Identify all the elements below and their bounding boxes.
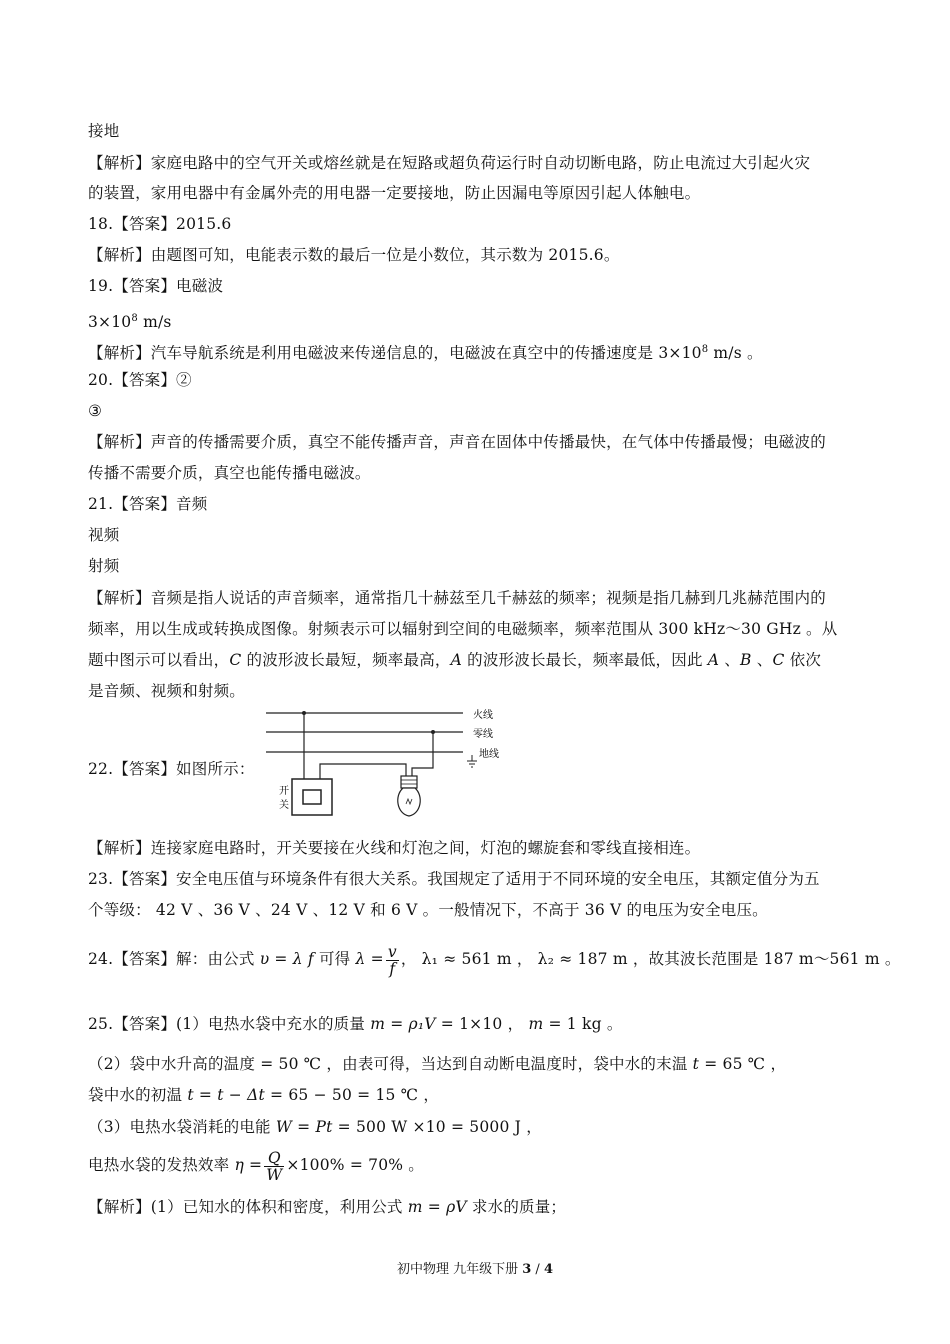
text-line <box>88 340 763 363</box>
var: A <box>450 651 463 669</box>
text-line <box>88 432 826 452</box>
text-line <box>88 309 172 332</box>
var: C <box>229 651 242 669</box>
line-text: m/s <box>137 313 172 332</box>
lamp-wire <box>320 764 406 779</box>
line-text: 20.【答案】② <box>88 371 192 389</box>
answer-20 <box>88 370 192 390</box>
line-text: 传播不需要介质，真空也能传播电磁波。 <box>88 464 371 482</box>
line-text: = 65 ℃ ， <box>699 1055 787 1073</box>
line-text: 求水的质量； <box>466 1198 567 1216</box>
text-line <box>88 463 371 483</box>
formula: υ = λ f <box>259 950 314 968</box>
live-label: 火线 <box>473 710 493 721</box>
line-text: 18.【答案】2015.6 <box>88 215 232 233</box>
text-line <box>88 1085 439 1105</box>
line-text: 的装置，家用电器中有金属外壳的用电器一定要接地，防止因漏电等原因引起人体触电。 <box>88 184 701 202</box>
line-text: 、 <box>751 651 773 669</box>
line-text: 22.【答案】如图所示： <box>88 760 255 778</box>
line-text: 的波形波长最长，频率最低，因此 <box>462 651 708 669</box>
line-text: 频率，用以生成或转换成图像。射频表示可以辐射到空间的电磁频率，频率范围从 300 kHz～30 GHz 。从 <box>88 620 838 638</box>
var: C <box>772 651 785 669</box>
answer-23 <box>88 869 820 889</box>
line-text: = 65 − 50 = 15 ℃ ， <box>264 1086 440 1104</box>
text-line <box>88 1197 566 1217</box>
line-text: 、 <box>719 651 741 669</box>
line-text: 【解析】由题图可知，电能表示数的最后一位是小数位，其示数为 2015.6。 <box>88 246 620 264</box>
line-text: 题中图示可以看出， <box>88 651 230 669</box>
line-text: ， λ₁ ≈ 561 m ， λ₂ ≈ 187 m ，故其波长范围是 187 m～561 m 。 <box>400 950 901 968</box>
text-line <box>88 838 700 858</box>
denominator: f <box>389 959 396 978</box>
page-footer <box>0 1258 950 1277</box>
line-text: = 1×10 ， <box>435 1015 529 1033</box>
formula: η = <box>234 1156 263 1174</box>
text-line <box>88 1147 424 1183</box>
line-text: 【解析】音频是指人说话的声音频率，通常指几十赫兹至几千赫兹的频率；视频是指几赫到几兆赫范围内的 <box>88 589 826 607</box>
line-text: 【解析】声音的传播需要介质，真空不能传播声音，声音在固体中传播最快，在气体中传播最慢；电磁波的 <box>88 433 826 451</box>
line-text: 21.【答案】音频 <box>88 495 208 513</box>
text-line <box>88 556 119 576</box>
answer-24 <box>88 942 901 977</box>
footer-subject: 初中物理 九年级下册 <box>396 1262 523 1277</box>
page-total: 4 <box>543 1262 553 1277</box>
text-line <box>88 1054 786 1074</box>
formula: W = Pt <box>275 1118 333 1136</box>
line-text: = 500 W ×10 = 5000 J ， <box>332 1118 542 1136</box>
line-text: 个等级： 42 V 、36 V 、24 V 、12 V 和 6 V 。一般情况下，不高于 36 V 的电压为安全电压。 <box>88 901 768 919</box>
text-line <box>88 401 102 421</box>
answer-19 <box>88 276 223 296</box>
text-line <box>88 619 837 639</box>
line-text: 袋中水的初温 <box>88 1086 188 1104</box>
line-text: 【解析】汽车导航系统是利用电磁波来传递信息的，电磁波在真空中的传播速度是 3×10 <box>88 344 702 363</box>
line-text: 23.【答案】安全电压值与环境条件有很大关系。我国规定了适用于不同环境的安全电压，其额定值分为五 <box>88 870 820 888</box>
text-line <box>88 183 700 203</box>
line-text: 【解析】连接家庭电路时，开关要接在火线和灯泡之间，灯泡的螺旋套和零线直接相连。 <box>88 839 701 857</box>
ground-symbol-icon <box>467 755 477 767</box>
light-bulb-icon <box>398 776 420 816</box>
line-text: 25.【答案】(1）电热水袋中充水的质量 <box>88 1015 371 1033</box>
text-line <box>88 121 119 141</box>
formula: t <box>692 1055 700 1073</box>
text-line <box>88 245 620 265</box>
line-text: 3×10 <box>88 313 132 332</box>
numerator: Q <box>264 1150 284 1167</box>
text-line <box>88 1117 542 1137</box>
line-text: ×100% = 70% 。 <box>286 1156 425 1174</box>
formula: m <box>528 1015 544 1033</box>
answer-25 <box>88 1014 623 1034</box>
text-line <box>88 900 768 920</box>
line-text: ③ <box>88 402 103 420</box>
answer-18 <box>88 214 232 234</box>
fraction <box>386 944 399 977</box>
neutral-lamp-wire <box>412 732 433 776</box>
line-text: = 1 kg 。 <box>543 1015 623 1033</box>
circuit-diagram <box>258 706 508 826</box>
numerator: v <box>387 942 397 961</box>
text-line <box>88 681 245 701</box>
line-text: 电热水袋的发热效率 <box>88 1156 235 1174</box>
answer-21 <box>88 494 207 514</box>
superscript: 8 <box>701 344 709 355</box>
line-text: 接地 <box>88 122 120 140</box>
var: A <box>707 651 720 669</box>
text-line <box>88 153 810 173</box>
var: B <box>740 651 752 669</box>
line-text: 的波形波长最短，频率最高， <box>241 651 451 669</box>
page-number: 3 <box>522 1262 532 1277</box>
line-text: 可得 <box>313 950 356 968</box>
line-text: 射频 <box>88 557 120 575</box>
neutral-label: 零线 <box>473 729 493 740</box>
answer-22 <box>88 759 255 779</box>
switch-label: 开 <box>279 786 289 797</box>
formula: t = t − Δt <box>187 1086 265 1104</box>
line-text: （3）电热水袋消耗的电能 <box>88 1118 276 1136</box>
formula: m = ρ₁V <box>370 1015 436 1033</box>
line-text: 【解析】家庭电路中的空气开关或熔丝就是在短路或超负荷运行时自动切断电路，防止电流过大引起火灾 <box>88 154 811 172</box>
formula: λ = <box>355 950 384 968</box>
line-text: 依次 <box>784 651 822 669</box>
formula: m = ρV <box>407 1198 467 1216</box>
text-line <box>88 525 119 545</box>
ground-label: 地线 <box>479 749 499 760</box>
superscript: 8 <box>131 313 138 324</box>
line-text: 24.【答案】解：由公式 <box>88 950 260 968</box>
switch-icon <box>292 779 332 815</box>
line-text: 19.【答案】电磁波 <box>88 277 224 295</box>
text-line <box>88 588 826 608</box>
switch-label: 关 <box>279 800 289 811</box>
line-text: 【解析】(1）已知水的体积和密度，利用公式 <box>88 1198 408 1216</box>
line-text: 是音频、视频和射频。 <box>88 682 246 700</box>
text-line <box>88 650 821 670</box>
fraction <box>264 1150 284 1183</box>
line-text: （2）袋中水升高的温度 = 50 ℃ ，由表可得，当达到自动断电温度时，袋中水的末温 <box>88 1055 693 1073</box>
denominator: W <box>266 1165 283 1184</box>
page-separator: / <box>531 1262 544 1277</box>
line-text: 视频 <box>88 526 120 544</box>
line-text: m/s 。 <box>708 344 763 363</box>
